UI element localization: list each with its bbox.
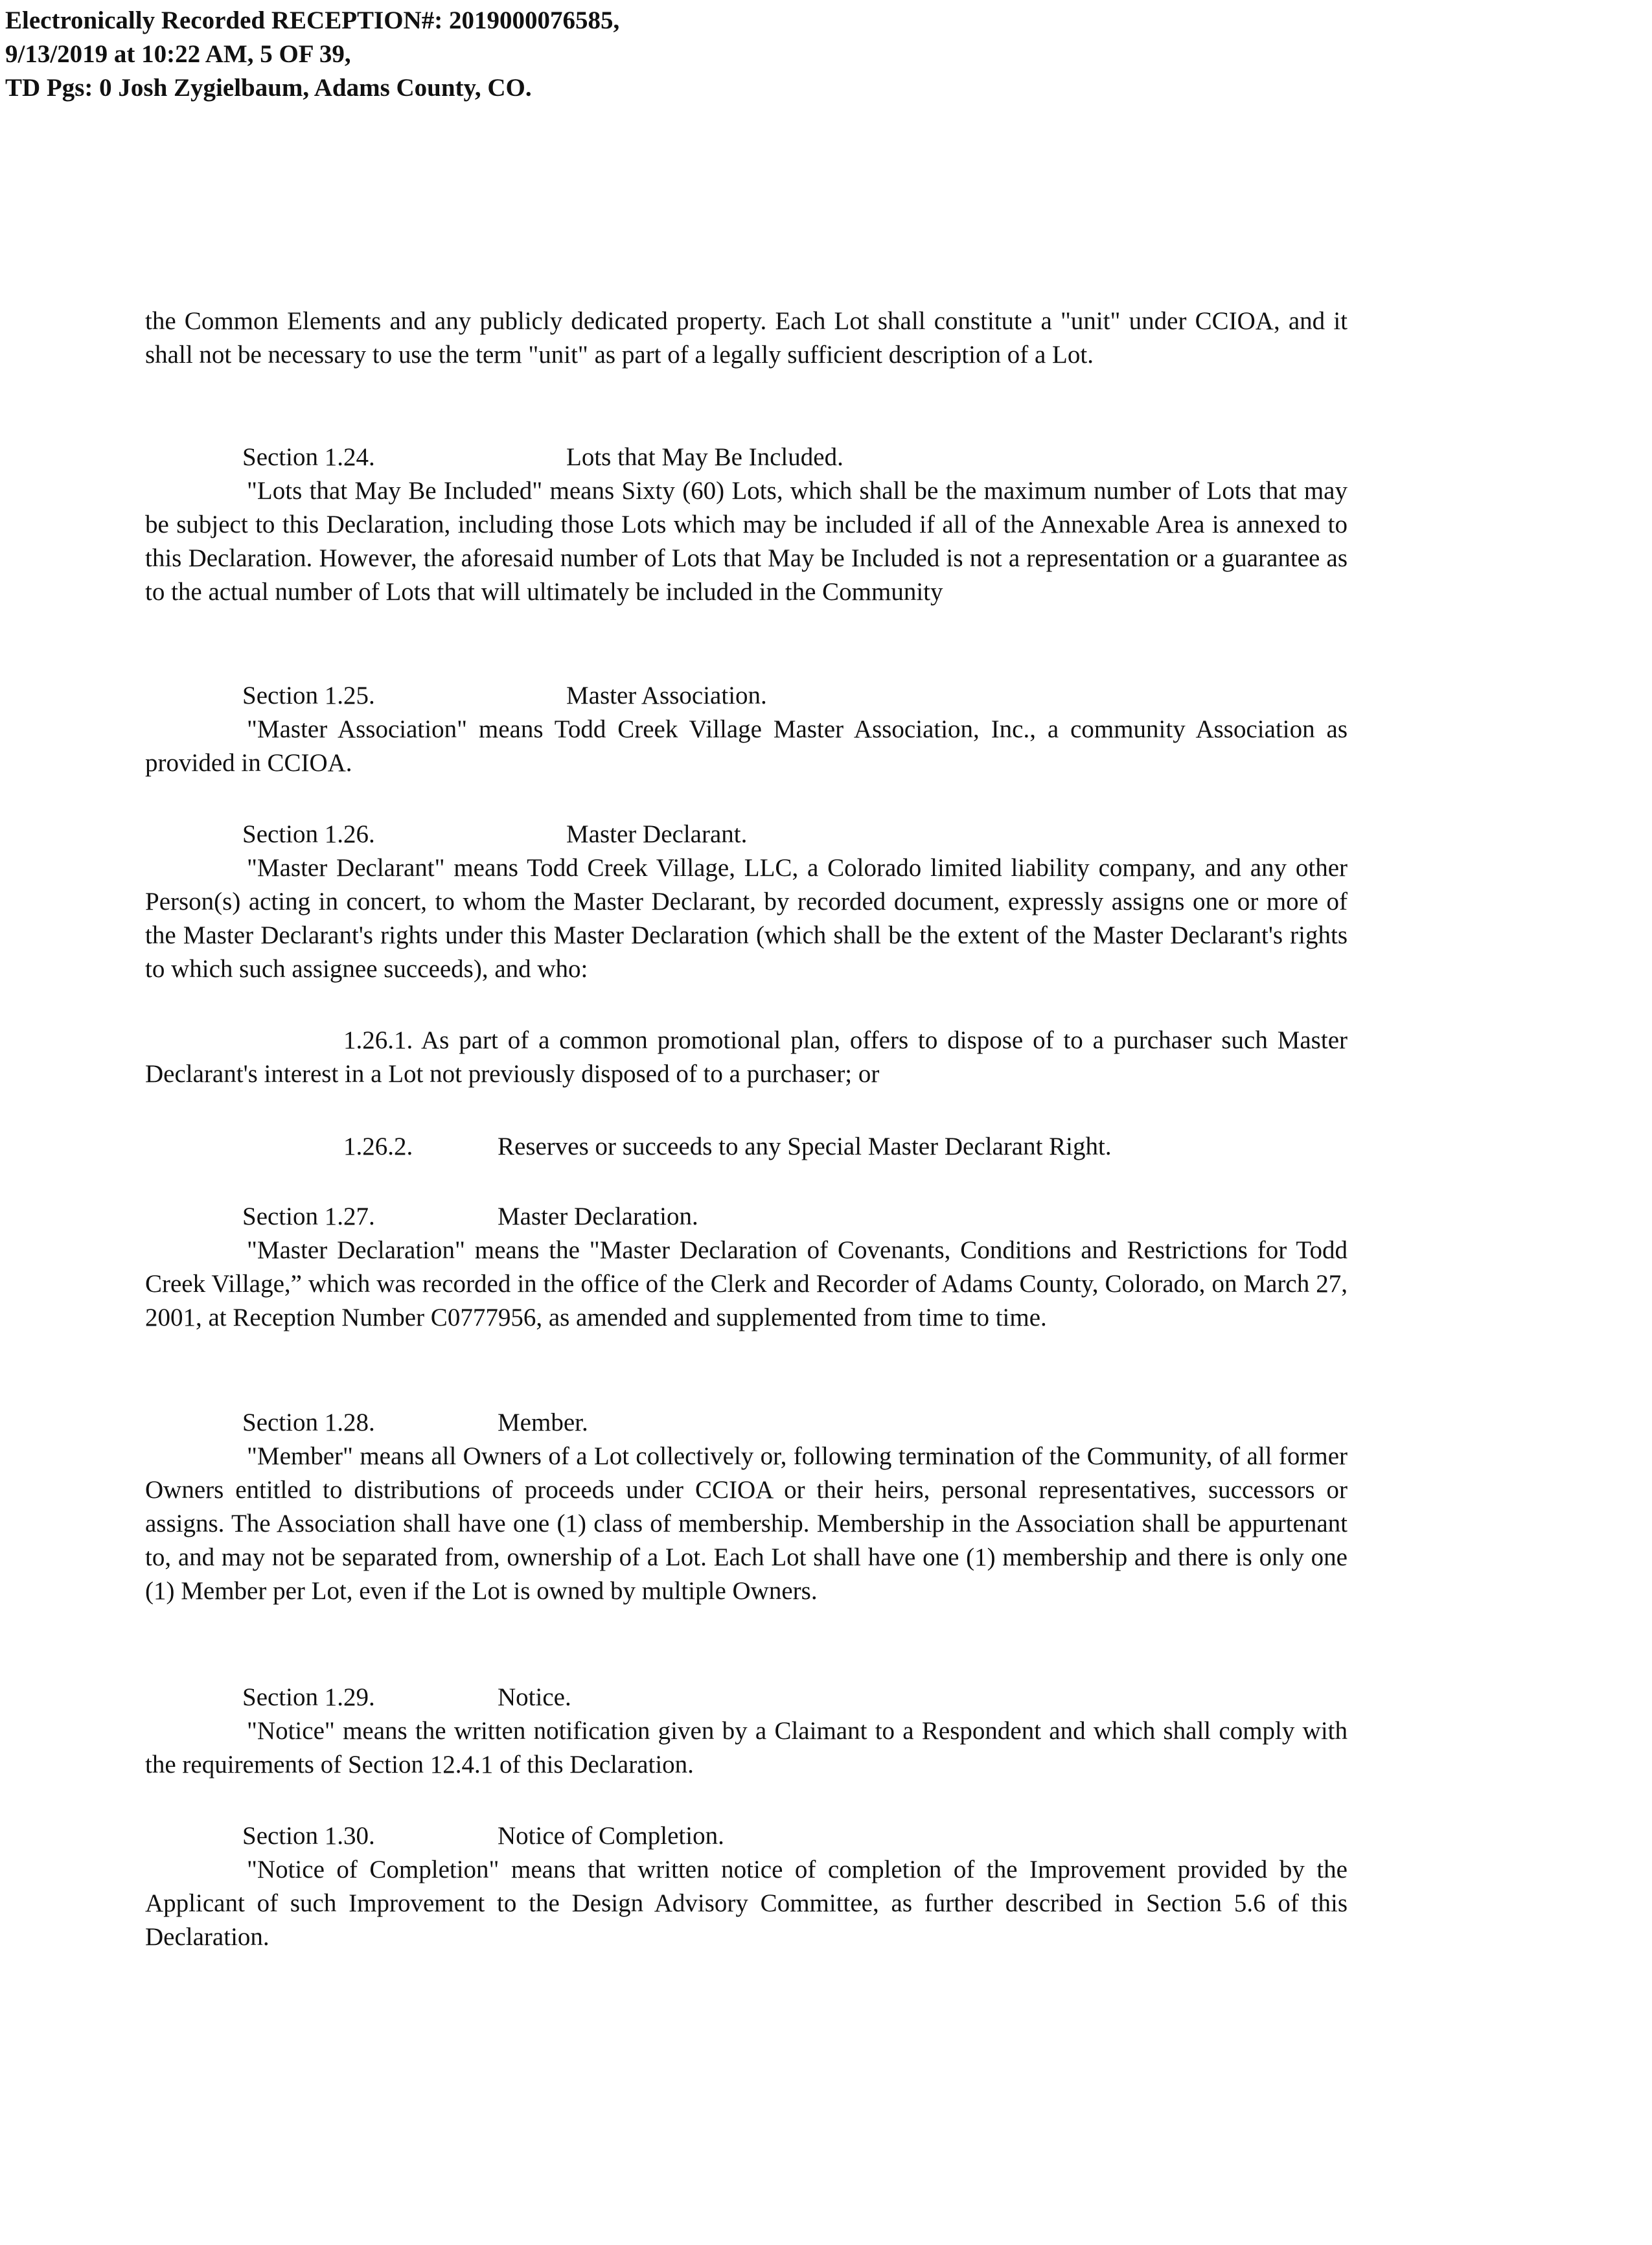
recording-stamp-line-1: Electronically Recorded RECEPTION#: 2019000076585, xyxy=(5,6,620,34)
section-title: Notice. xyxy=(498,1683,571,1711)
section-title: Master Declarant. xyxy=(566,820,748,848)
section-title: Master Declaration. xyxy=(498,1203,698,1230)
section-number: Section 1.24. xyxy=(242,443,375,471)
section-text: "Notice of Completion" means that written notice of completion of the Improvement provided by the Applicant of such Improvement to the Design Advisory Committee, as further described in Section 5.6 of this Declaration. xyxy=(145,1856,1348,1951)
section-number: Section 1.28. xyxy=(242,1409,375,1436)
subitem-text: As part of a common promotional plan, offers to dispose of to a purchaser such Master Declarant's interest in a Lot not previously disposed of to a purchaser; or xyxy=(145,1026,1348,1088)
subitem-text: Reserves or succeeds to any Special Master Declarant Right. xyxy=(498,1133,1112,1160)
section-number: Section 1.25. xyxy=(242,682,375,709)
section-text: "Notice" means the written notification given by a Claimant to a Respondent and which shall comply with the requirements of Section 12.4.1 of this Declaration. xyxy=(145,1717,1348,1779)
section-text: "Master Declarant" means Todd Creek Village, LLC, a Colorado limited liability company, and any other Person(s) acting in concert, to whom the Master Declarant, by recorded document, expressly assigns one or more of the Master Declarant's rights under this Master Declaration (which shall be the extent of the Master Declarant's rights to which such assignee succeeds), and who: xyxy=(145,854,1348,983)
subitem-1-26-2 xyxy=(145,1130,1348,1164)
section-text: "Master Declaration" means the "Master Declaration of Covenants, Conditions and Restrictions for Todd Creek Village,” which was recorded in the office of the Clerk and Recorder of Adams County, Colorado, on March 27, 2001, at Reception Number C0777956, as amended and supplemented from time to time. xyxy=(145,1236,1348,1331)
section-title: Master Association. xyxy=(566,682,767,709)
section-number: Section 1.30. xyxy=(242,1822,375,1850)
subitem-1-26-1 xyxy=(145,1024,1348,1091)
section-title: Lots that May Be Included. xyxy=(566,443,843,471)
section-number: Section 1.26. xyxy=(242,820,375,848)
section-text: "Member" means all Owners of a Lot collectively or, following termination of the Community, of all former Owners entitled to distributions of proceeds under CCIOA or their heirs, personal representatives, successors or assigns. The Association shall have one (1) class of membership. Membership in the Association shall be appurtenant to, and may not be separated from, ownership of a Lot. Each Lot shall have one (1) membership and there is only one (1) Member per Lot, even if the Lot is owned by multiple Owners. xyxy=(145,1442,1348,1605)
section-title: Notice of Completion. xyxy=(498,1822,724,1850)
intro-paragraph xyxy=(145,305,1348,372)
section-number: Section 1.29. xyxy=(242,1683,375,1711)
section-1-26 xyxy=(145,818,1348,986)
section-number: Section 1.27. xyxy=(242,1203,375,1230)
subitem-number: 1.26.1. xyxy=(343,1026,413,1054)
recording-stamp xyxy=(5,4,619,105)
section-1-25 xyxy=(145,679,1348,780)
section-1-24 xyxy=(145,441,1348,609)
section-1-29 xyxy=(145,1681,1348,1782)
section-1-28 xyxy=(145,1406,1348,1608)
section-text: "Lots that May Be Included" means Sixty (60) Lots, which shall be the maximum number of Lots that may be subject to this Declaration, including those Lots which may be included if all of the Annexable Area is annexed to this Declaration. However, the aforesaid number of Lots that May be Included is not a representation or a guarantee as to the actual number of Lots that will ultimately be included in the Community xyxy=(145,477,1348,606)
subitem-number: 1.26.2. xyxy=(343,1133,413,1160)
section-text: "Master Association" means Todd Creek Village Master Association, Inc., a community Association as provided in CCIOA. xyxy=(145,715,1348,777)
recording-stamp-line-3: TD Pgs: 0 Josh Zygielbaum, Adams County, CO. xyxy=(5,74,532,102)
recording-stamp-line-2: 9/13/2019 at 10:22 AM, 5 OF 39, xyxy=(5,40,351,68)
intro-text: the Common Elements and any publicly dedicated property. Each Lot shall constitute a "unit" under CCIOA, and it shall not be necessary to use the term "unit" as part of a legally sufficient description of a Lot. xyxy=(145,307,1348,369)
section-1-27 xyxy=(145,1200,1348,1335)
section-title: Member. xyxy=(498,1409,588,1436)
section-1-30 xyxy=(145,1819,1348,1954)
